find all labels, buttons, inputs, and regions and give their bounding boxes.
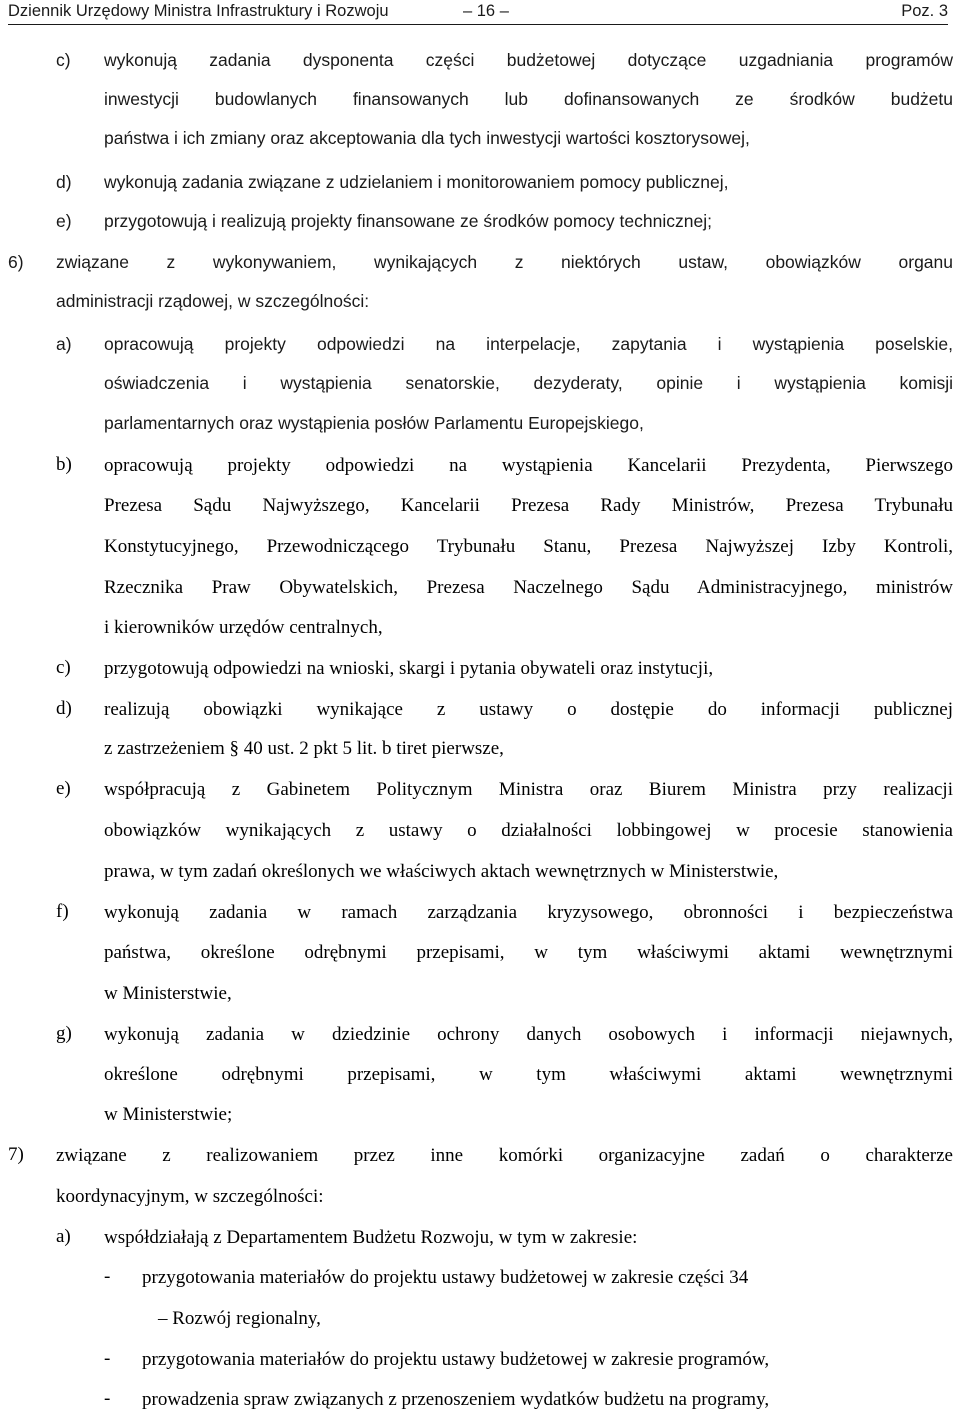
item-text-line: – Rozwój regionalny, bbox=[158, 1308, 321, 1329]
tiret-dash: - bbox=[104, 1348, 111, 1369]
item-text-line: związane z realizowaniem przez inne komórki organizacyjne zadań o charakterze bbox=[56, 1145, 953, 1166]
item-text-line: określone odrębnymi przepisami, w tym właściwymi aktami wewnętrznymi bbox=[104, 1064, 953, 1085]
item-text-line: państwa, określone odrębnymi przepisami, w tym właściwymi aktami wewnętrznymi bbox=[104, 942, 953, 963]
item-label-f: f) bbox=[56, 901, 69, 922]
item-text-line: Rzecznika Praw Obywatelskich, Prezesa Naczelnego Sądu Administracyjnego, ministrów bbox=[104, 577, 953, 598]
tiret-dash: - bbox=[104, 1388, 111, 1409]
item-text-line: w Ministerstwie, bbox=[104, 983, 232, 1004]
item-text-line: parlamentarnych oraz wystąpienia posłów Parlamentu Europejskiego, bbox=[104, 413, 644, 433]
item-text-line: obowiązków wynikających z ustawy o działalności lobbingowej w procesie stanowienia bbox=[104, 820, 953, 841]
item-label-7: 7) bbox=[8, 1144, 24, 1165]
item-text-line: wykonują zadania w dziedzinie ochrony danych osobowych i informacji niejawnych, bbox=[104, 1024, 953, 1045]
item-text-line: inwestycji budowlanych finansowanych lub dofinansowanych ze środków budżetu bbox=[104, 89, 953, 109]
item-text-line: wykonują zadania związane z udzielaniem i monitorowaniem pomocy publicznej, bbox=[104, 172, 729, 192]
item-text-line: współpracują z Gabinetem Politycznym Ministra oraz Biurem Ministra przy realizacji bbox=[104, 779, 953, 800]
item-label-c: c) bbox=[56, 657, 71, 678]
item-text-line: przygotowują i realizują projekty finansowane ze środków pomocy technicznej; bbox=[104, 211, 712, 231]
item-text-line: prowadzenia spraw związanych z przenoszeniem wydatków budżetu na programy, bbox=[142, 1389, 770, 1410]
item-text-line: związane z wykonywaniem, wynikających z niektórych ustaw, obowiązków organu bbox=[56, 252, 953, 272]
item-text-line: współdziałają z Departamentem Budżetu Rozwoju, w tym w zakresie: bbox=[104, 1227, 638, 1248]
item-text-line: Konstytucyjnego, Przewodniczącego Trybunału Stanu, Prezesa Najwyższej Izby Kontroli, bbox=[104, 536, 953, 557]
item-text-line: przygotowania materiałów do projektu ustawy budżetowej w zakresie programów, bbox=[142, 1349, 770, 1370]
item-label-a: a) bbox=[56, 1226, 71, 1247]
page-number: – 16 – bbox=[463, 2, 509, 20]
item-label-a: a) bbox=[56, 334, 72, 354]
item-label-b: b) bbox=[56, 454, 72, 475]
item-text-line: w Ministerstwie; bbox=[104, 1104, 233, 1125]
item-text-line: państwa i ich zmiany oraz akceptowania dla tych inwestycji wartości kosztorysowej, bbox=[104, 128, 750, 148]
tiret-dash: - bbox=[104, 1266, 111, 1287]
item-text-line: prawa, w tym zadań określonych we właściwych aktach wewnętrznych w Ministerstwie, bbox=[104, 861, 779, 882]
item-text-line: z zastrzeżeniem § 40 ust. 2 pkt 5 lit. b tiret pierwsze, bbox=[104, 738, 504, 759]
item-label-6: 6) bbox=[8, 252, 24, 272]
item-text-line: Prezesa Sądu Najwyższego, Kancelarii Prezesa Rady Ministrów, Prezesa Trybunału bbox=[104, 495, 953, 516]
item-label-d: d) bbox=[56, 698, 72, 719]
item-label-e: e) bbox=[56, 778, 71, 799]
item-text-line: koordynacyjnym, w szczególności: bbox=[56, 1186, 324, 1207]
item-text-line: przygotowania materiałów do projektu ustawy budżetowej w zakresie części 34 bbox=[142, 1267, 749, 1288]
item-text-line: wykonują zadania dysponenta części budżetowej dotyczące uzgadniania programów bbox=[104, 50, 953, 70]
item-label-e: e) bbox=[56, 211, 72, 231]
item-text-line: opracowują projekty odpowiedzi na interpelacje, zapytania i wystąpienia poselskie, bbox=[104, 334, 953, 354]
item-text-line: oświadczenia i wystąpienia senatorskie, dezyderaty, opinie i wystąpienia komisji bbox=[104, 373, 953, 393]
item-label-c: c) bbox=[56, 50, 71, 70]
journal-title: Dziennik Urzędowy Ministra Infrastruktury i Rozwoju bbox=[8, 2, 389, 20]
item-text-line: przygotowują odpowiedzi na wnioski, skargi i pytania obywateli oraz instytucji, bbox=[104, 658, 714, 679]
item-text-line: administracji rządowej, w szczególności: bbox=[56, 291, 370, 311]
item-label-d: d) bbox=[56, 172, 72, 192]
item-text-line: realizują obowiązki wynikające z ustawy o dostępie do informacji publicznej bbox=[104, 699, 953, 720]
item-text-line: opracowują projekty odpowiedzi na wystąpienia Kancelarii Prezydenta, Pierwszego bbox=[104, 455, 953, 476]
item-text-line: i kierowników urzędów centralnych, bbox=[104, 617, 383, 638]
item-label-g: g) bbox=[56, 1023, 72, 1044]
item-text-line: wykonują zadania w ramach zarządzania kryzysowego, obronności i bezpieczeństwa bbox=[104, 902, 953, 923]
position-number: Poz. 3 bbox=[901, 2, 948, 20]
